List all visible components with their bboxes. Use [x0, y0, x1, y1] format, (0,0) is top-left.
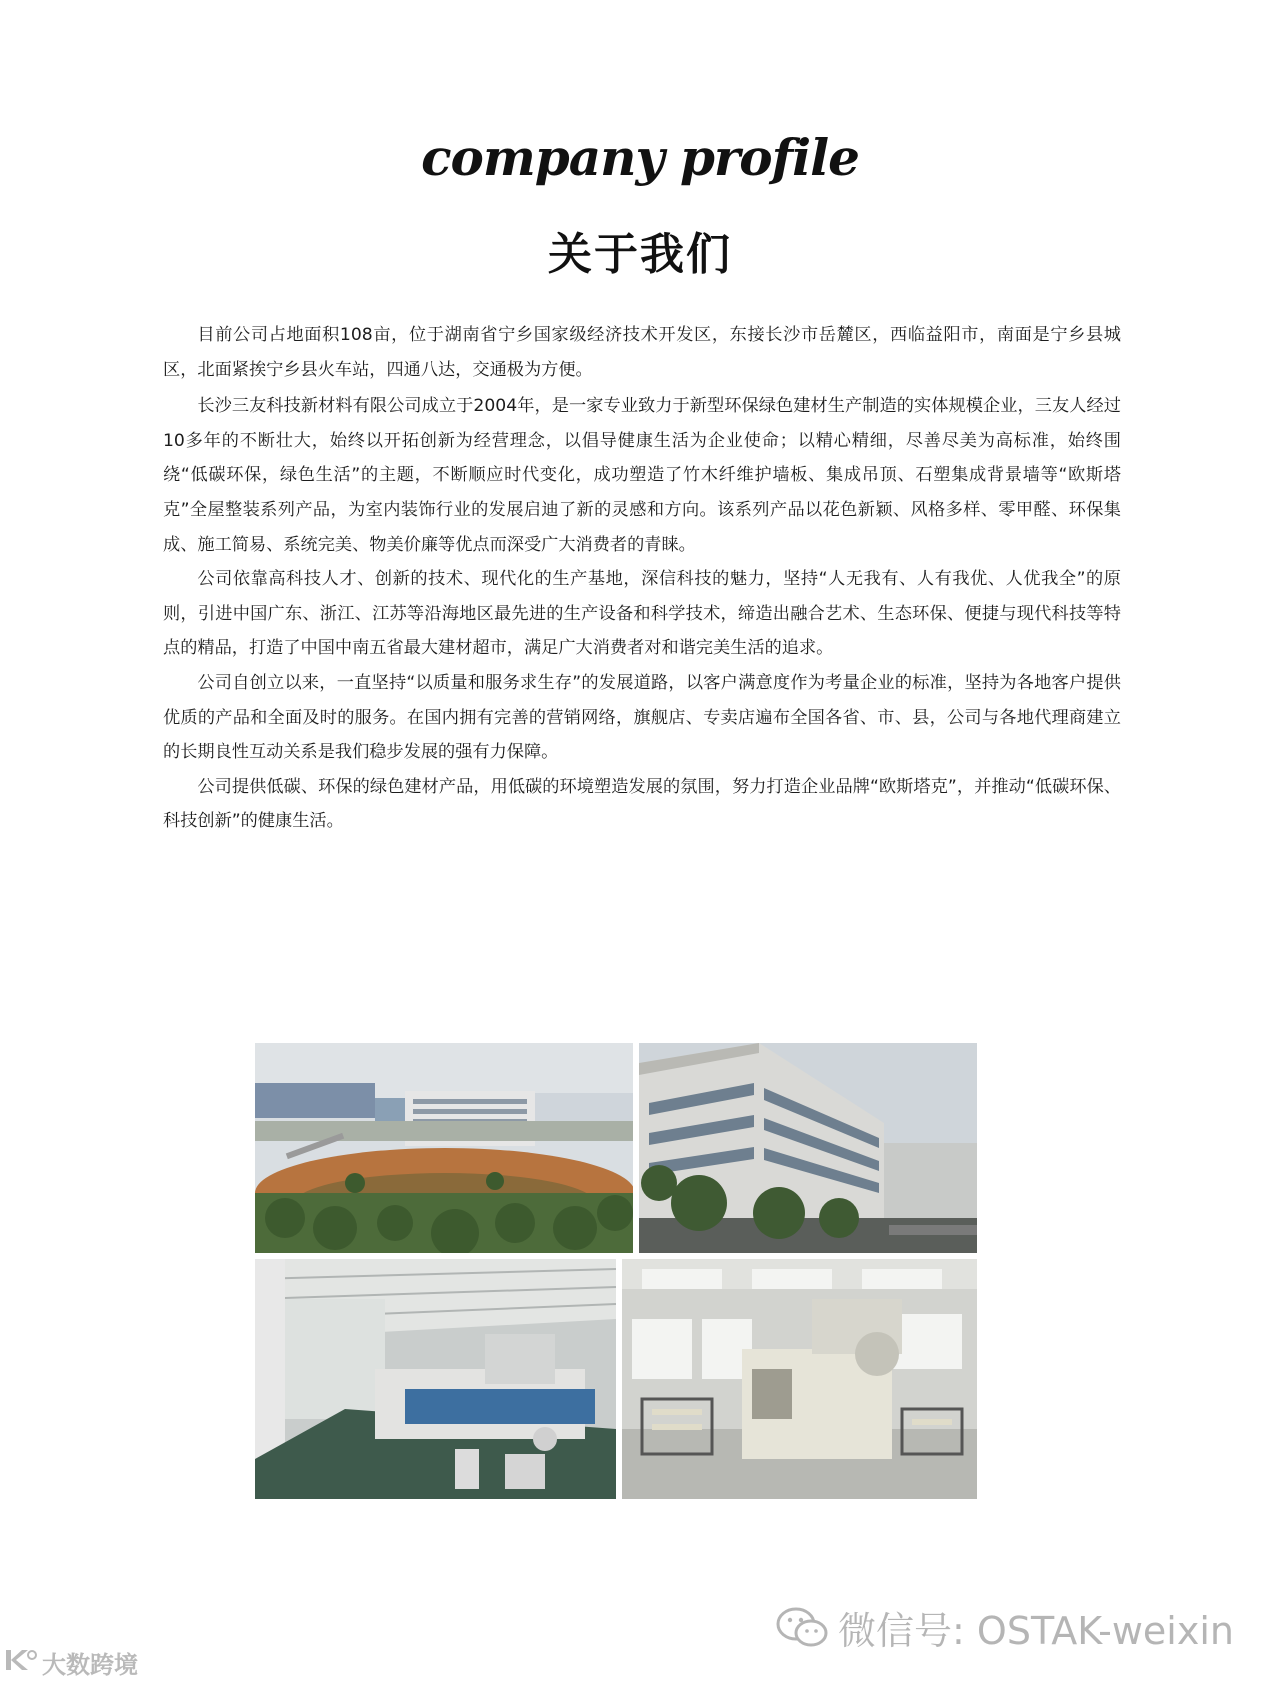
- paragraph-location: 目前公司占地面积108亩，位于湖南省宁乡国家级经济技术开发区，东接长沙市岳麓区，西临益阳市，南面是宁乡县城区，北面紧挨宁乡县火车站，四通八达，交通极为方便。: [163, 325, 1121, 380]
- wechat-icon: [776, 1606, 830, 1650]
- office-building-photo: [639, 1043, 977, 1253]
- wechat-id-text: 微信号: OSTAK-weixin: [838, 1609, 1234, 1653]
- production-line-photo-2: [622, 1259, 977, 1499]
- k-logo-icon: [4, 1647, 38, 1679]
- paragraph-technology: 公司依靠高科技人才、创新的技术、现代化的生产基地，深信科技的魅力，坚持“人无我有、人有我优、人优我全”的原则，引进中国广东、浙江、江苏等沿海地区最先进的生产设备和科学技术，缔造出融合艺术、生态环保、便捷与现代科技等特点的精品，打造了中国中南五省最大建材超市，满足广大消费者对和谐完美生活的追求。: [163, 569, 1121, 659]
- wechat-watermark: [776, 1600, 1234, 1655]
- profile-text: [163, 318, 1121, 839]
- script-title: company profile: [421, 128, 859, 187]
- paragraph-mission: 公司提供低碳、环保的绿色建材产品，用低碳的环境塑造发展的氛围，努力打造企业品牌“欧斯塔克”，并推动“低碳环保、科技创新”的健康生活。: [163, 776, 1121, 832]
- brand-text: 大数跨境: [42, 1651, 138, 1679]
- paragraph-service: 公司自创立以来，一直坚持“以质量和服务求生存”的发展道路，以客户满意度作为考量企业的标准，坚持为各地客户提供优质的产品和全面及时的服务。在国内拥有完善的营销网络，旗舰店、专卖店遍布全国各省、市、县，公司与各地代理商建立的长期良性互动关系是我们稳步发展的强有力保障。: [163, 672, 1121, 763]
- page-title: 关于我们: [548, 229, 732, 280]
- brand-watermark: [4, 1645, 138, 1680]
- production-line-photo-1: [255, 1259, 616, 1499]
- factory-aerial-photo: [255, 1043, 633, 1253]
- paragraph-history: 长沙三友科技新材料有限公司成立于2004年，是一家专业致力于新型环保绿色建材生产制造的实体规模企业，三友人经过10多年的不断壮大，始终以开拓创新为经营理念，以倡导健康生活为企业使命；以精心精细，尽善尽美为高标准，始终围绕“低碳环保，绿色生活”的主题，不断顺应时代变化，成功塑造了竹木纤维护墙板、集成吊顶、石塑集成背景墙等“欧斯塔克”全屋整装系列产品，为室内装饰行业的发展启迪了新的灵感和方向。该系列产品以花色新颖、风格多样、零甲醛、环保集成、施工简易、系统完美、物美价廉等优点而深受广大消费者的青睐。: [163, 396, 1121, 555]
